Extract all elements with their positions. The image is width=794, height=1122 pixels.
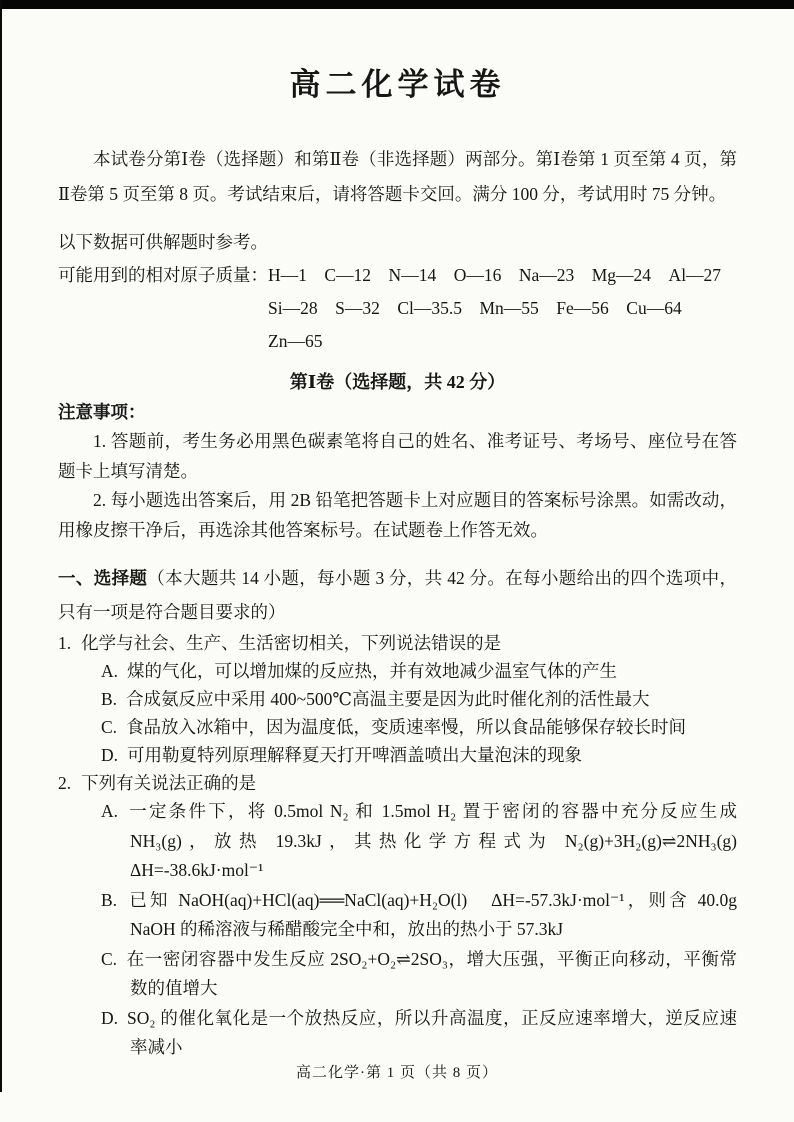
part1-heading: 第Ⅰ卷（选择题，共 42 分） bbox=[289, 372, 506, 392]
question-stem-text: 下列有关说法正确的是 bbox=[81, 773, 257, 793]
choice-section-heading bbox=[58, 561, 737, 629]
choice-section-label: 一、选择题 bbox=[58, 568, 148, 588]
atomic-mass-row: H—1 C—12 N—14 O—16 Na—23 Mg—24 Al—27 bbox=[268, 265, 722, 285]
option-text: 煤的气化，可以增加煤的反应热，并有效地减少温室气体的产生 bbox=[127, 661, 618, 681]
notes-title: 注意事项： bbox=[58, 402, 146, 422]
atomic-mass-values bbox=[268, 259, 737, 358]
atomic-mass-row: Zn—65 bbox=[268, 331, 323, 351]
question-stem-text: 化学与社会、生产、生活密切相关，下列说法错误的是 bbox=[81, 633, 502, 653]
option-label: B. bbox=[101, 689, 118, 709]
option-text: 可用勒夏特列原理解释夏天打开啤酒盖喷出大量泡沫的现象 bbox=[127, 745, 583, 765]
page-content bbox=[0, 9, 794, 1122]
atomic-mass-label: 可能用到的相对原子质量： bbox=[58, 265, 268, 285]
question-2 bbox=[58, 769, 755, 1063]
atomic-mass-table bbox=[58, 259, 737, 358]
option-label: D. bbox=[101, 1007, 119, 1028]
option-text: 合成氨反应中采用 400~500℃高温主要是因为此时催化剂的活性最大 bbox=[126, 689, 650, 709]
option-label: B. bbox=[101, 889, 118, 910]
atomic-mass-row: Si—28 S—32 Cl—35.5 Mn—55 Fe—56 Cu—64 bbox=[268, 298, 682, 318]
option-label: D. bbox=[101, 745, 119, 765]
question-stem bbox=[58, 769, 737, 797]
option-a bbox=[101, 657, 737, 685]
option-label: C. bbox=[101, 717, 118, 737]
option-text: 在一密闭容器中发生反应 2SO₂+O₂⇌2SO₃，增大压强，平衡正向移动，平衡常数的值增大 bbox=[126, 948, 737, 998]
option-b bbox=[101, 886, 737, 945]
page-title: 高二化学试卷 bbox=[289, 67, 506, 102]
question-stem bbox=[58, 629, 737, 657]
option-label: A. bbox=[101, 661, 119, 681]
reference-note: 以下数据可供解题时参考。 bbox=[58, 232, 268, 252]
notice-item-1: 1. 答题前，考生务必用黑色碳素笔将自己的姓名、准考证号、考场号、座位号在答题卡上填写清楚。 bbox=[58, 431, 737, 481]
option-c bbox=[101, 945, 737, 1004]
exam-intro-paragraph: 本试卷分第Ⅰ卷（选择题）和第Ⅱ卷（非选择题）两部分。第Ⅰ卷第 1 页至第 4 页，第Ⅱ卷第 5 页至第 8 页。考试结束后，请将答题卡交回。满分 100 分，考试用时 75 分钟。 bbox=[58, 149, 737, 204]
option-list bbox=[58, 657, 737, 769]
question-1 bbox=[58, 629, 737, 769]
choice-section-desc: （本大题共 14 小题，每小题 3 分，共 42 分。在每小题给出的四个选项中，只有一项是符合题目要求的） bbox=[58, 568, 737, 622]
option-label: C. bbox=[101, 948, 118, 969]
notice-item-2: 2. 每小题选出答案后，用 2B 铅笔把答题卡上对应题目的答案标号涂黑。如需改动，用橡皮擦干净后，再选涂其他答案标号。在试题卷上作答无效。 bbox=[58, 490, 737, 540]
option-label: A. bbox=[101, 801, 119, 821]
option-list bbox=[58, 797, 755, 1063]
option-d bbox=[101, 1004, 737, 1063]
option-text: 食品放入冰箱中，因为温度低，变质速率慢，所以食品能够保存较长时间 bbox=[126, 717, 687, 737]
page-footer: 高二化学·第 1 页（共 8 页） bbox=[296, 1065, 498, 1081]
question-number: 2. bbox=[58, 773, 72, 793]
option-a bbox=[101, 797, 755, 886]
option-text: 已知 NaOH(aq)+HCl(aq)══NaCl(aq)+H₂O(l) ΔH=-57.3kJ·mol⁻¹，则含 40.0g NaOH 的稀溶液与稀醋酸完全中和，放出的热小于 57.3kJ bbox=[126, 889, 737, 939]
scan-artifact-top-bar bbox=[0, 0, 794, 9]
option-text: 一定条件下，将 0.5mol N₂ 和 1.5mol H₂ 置于密闭的容器中充分反应生成 NH₃(g)，放热 19.3kJ，其热化学方程式为 N₂(g)+3H₂(g)⇌2NH₃(g) ΔH=-38.6kJ·mol⁻¹ bbox=[127, 801, 755, 880]
option-b bbox=[101, 685, 737, 713]
option-c bbox=[101, 713, 737, 741]
option-text: SO₂ 的催化氧化是一个放热反应，所以升高温度，正反应速率增大，逆反应速率减小 bbox=[127, 1007, 737, 1057]
question-number: 1. bbox=[58, 633, 72, 653]
option-d bbox=[101, 741, 737, 769]
